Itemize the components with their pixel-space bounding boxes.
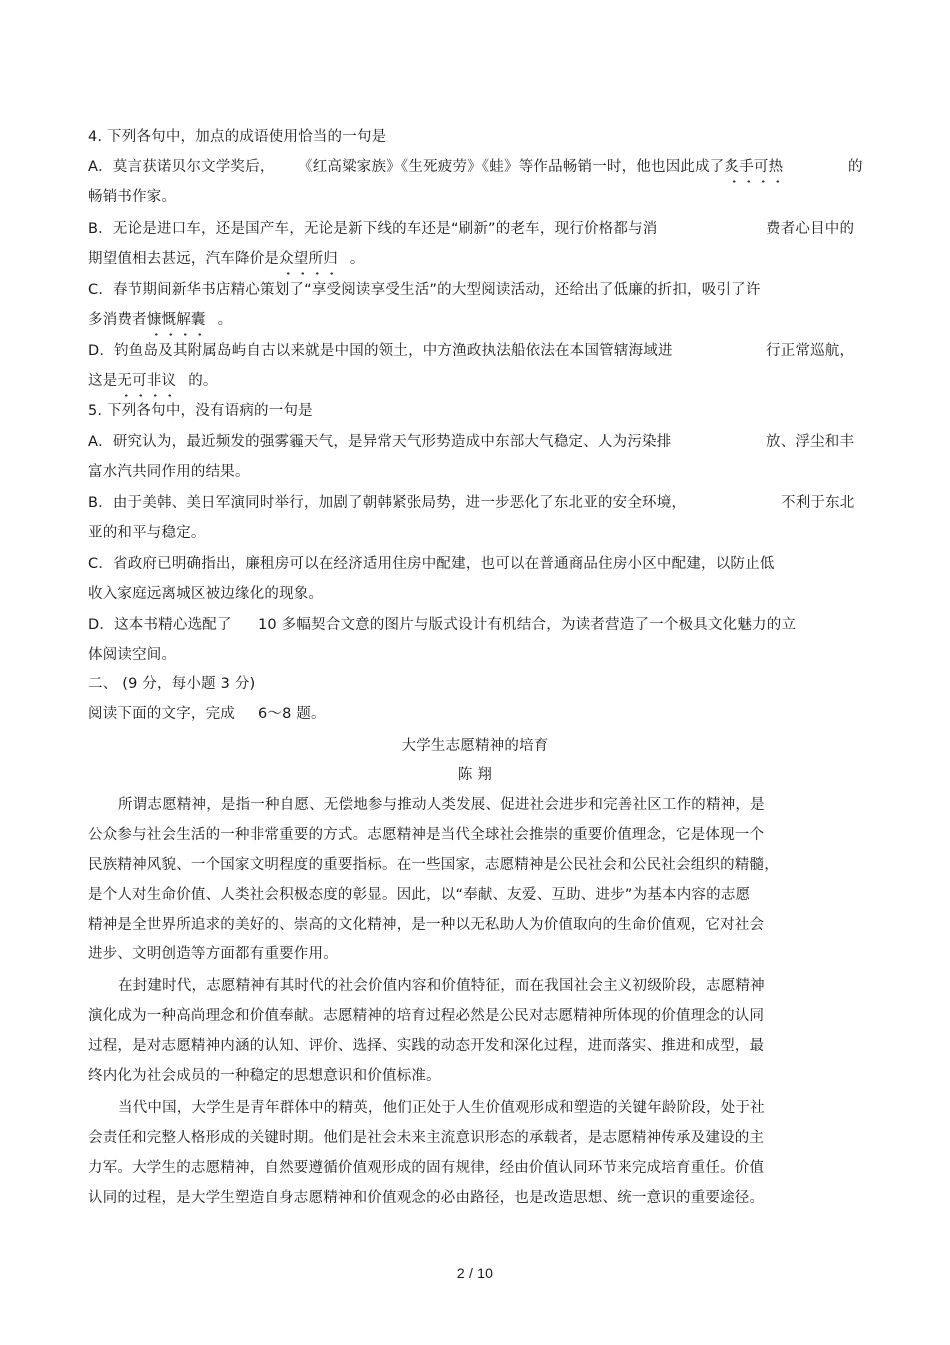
q4-option-a-line1-cont [298,158,783,176]
p1-line: 所谓志愿精神，是指一种自愿、无偿地参与推动人类发展、促进社会进步和完善社区工作的精神，是 [118,797,765,813]
p2-line: 过程，是对志愿精神内涵的认知、评价、选择、实践的动态开发和深化过程，进而落实、推进和成型，最 [88,1038,765,1054]
q5-a-text2: 放、浮尘和丰 [766,434,855,450]
p2-line: 终内化为社会成员的一种稳定的思想意识和价值标准。 [88,1068,441,1084]
q4-d-text4: 的。 [188,373,218,389]
p1-line: 民族精神风貌、一个国家文明程度的重要指标。在一些国家，志愿精神是公民社会和公民社会组织的精髓， [88,857,779,873]
q5-stem: 5. 下列各句中，没有语病的一句是 [88,403,313,419]
q4-a-text4: 畅销书作家。 [88,189,177,205]
section2-instruction-b: 6～8 题。 [258,706,326,722]
section2-instruction-a: 阅读下面的文字，完成 [88,706,235,722]
q4-d-text3: 这是 [88,373,118,389]
article-title: 大学生志愿精神的培育 [401,738,549,754]
q4-d-idiom: 无可非议 [117,373,177,389]
q4-option-c-line2 [88,311,232,329]
q5-b-text3: 亚的和平与稳定。 [88,525,206,541]
p2-line: 演化成为一种高尚理念和价值奉献。志愿精神的培育过程必然是公民对志愿精神所体现的价值理念的认同 [88,1008,765,1024]
q4-c-text1: C．春节期间新华书店精心策划了“享受阅读享受生活”的大型阅读活动，还给出了低廉的折扣，吸引了许 [88,282,761,298]
q4-b-idiom: 众望所归 [279,251,338,267]
p1-line: 精神是全世界所追求的美好的、崇高的文化精神，是一种以无私助人为价值取向的生命价值观，它对社会 [88,917,765,933]
q4-b-text3: 期望值相去甚远，汽车降价是 [88,251,280,267]
q5-a-text1: A．研究认为，最近频发的强雾霾天气，是异常天气形势造成中东部大气稳定、人为污染排 [88,434,672,450]
q4-option-a-line1 [88,158,275,176]
p3-line: 力军。大学生的志愿精神，自然要遵循价值观形成的固有规律，经由价值认同环节来完成培育重任。价值 [88,1160,765,1176]
q4-a-text1: A．莫言获诺贝尔文学奖后， [88,159,275,175]
q4-c-idiom: 慷慨解囊 [146,312,206,328]
q5-d-text1: D．这本书精心选配了 [88,617,232,633]
p1-line: 公众参与社会生活的一种非常重要的方式。志愿精神是当代全球社会推崇的重要价值理念，它是体现一个 [88,827,765,843]
q5-c-text2: 收入家庭远离城区被边缘化的现象。 [88,586,324,602]
q4-option-b-line2 [88,250,365,268]
q5-b-text2: 不利于东北 [781,495,855,511]
page-number: 2 / 10 [456,1265,494,1281]
q4-option-d-line2 [88,372,218,390]
q4-a-idiom: 炙手可热 [724,159,784,175]
q5-c-text1: C．省政府已明确指出，廉租房可以在经济适用住房中配建，也可以在普通商品住房小区中配建，以防止低 [88,556,775,572]
q4-a-text3: 的 [848,159,863,175]
q4-b-text1: B．无论是进口车，还是国产车，无论是新下线的车还是“刷新”的老车，现行价格都与消 [88,221,658,237]
q4-c-text2: 多消费者 [88,312,147,328]
p1-line: 进步、文明创造等方面都有重要作用。 [88,946,338,962]
p3-line: 当代中国，大学生是青年群体中的精英，他们正处于人生价值观形成和塑造的关键年龄阶段，处于社 [118,1100,765,1116]
q4-a-text2: 《红高粱家族》《生死疲劳》《蛙》等作品畅销一时，他也因此成了 [298,159,725,175]
q4-b-text2: 费者心目中的 [766,221,855,237]
p2-line: 在封建时代，志愿精神有其时代的社会价值内容和价值特征，而在我国社会主义初级阶段，志愿精神 [118,978,765,994]
p1-line: 是个人对生命价值、人类社会积极态度的彰显。因此，以“奉献、友爱、互助、进步”为基本内容的志愿 [88,887,751,903]
q5-a-text3: 富水汽共同作用的结果。 [88,464,250,480]
q4-stem: 4. 下列各句中，加点的成语使用恰当的一句是 [88,129,387,145]
q4-b-text4: 。 [349,251,365,267]
p3-line: 会责任和完整人格形成的关键时期。他们是社会未来主流意识形态的承载者，是志愿精神传承及建设的主 [88,1130,765,1146]
article-author: 陈 翔 [457,767,493,783]
q4-d-text2: 行正常巡航， [766,343,855,359]
q4-d-text1: D．钓鱼岛及其附属岛屿自古以来就是中国的领土，中方渔政执法船依法在本国管辖海域进 [88,343,673,359]
p3-line: 认同的过程，是大学生塑造自身志愿精神和价值观念的必由路径，也是改造思想、统一意识的重要途径。 [88,1190,765,1206]
q5-d-text2: 10 多幅契合文意的图片与版式设计有机结合，为读者营造了一个极具文化魅力的立 [258,617,797,633]
q4-c-text3: 。 [217,312,233,328]
q5-d-text3: 体阅读空间。 [88,647,177,663]
section2-heading: 二、 (9 分，每小题 3 分) [88,676,256,692]
q5-b-text1: B．由于美韩、美日军演同时举行，加剧了朝韩紧张局势，进一步恶化了东北亚的安全环境， [88,495,687,511]
